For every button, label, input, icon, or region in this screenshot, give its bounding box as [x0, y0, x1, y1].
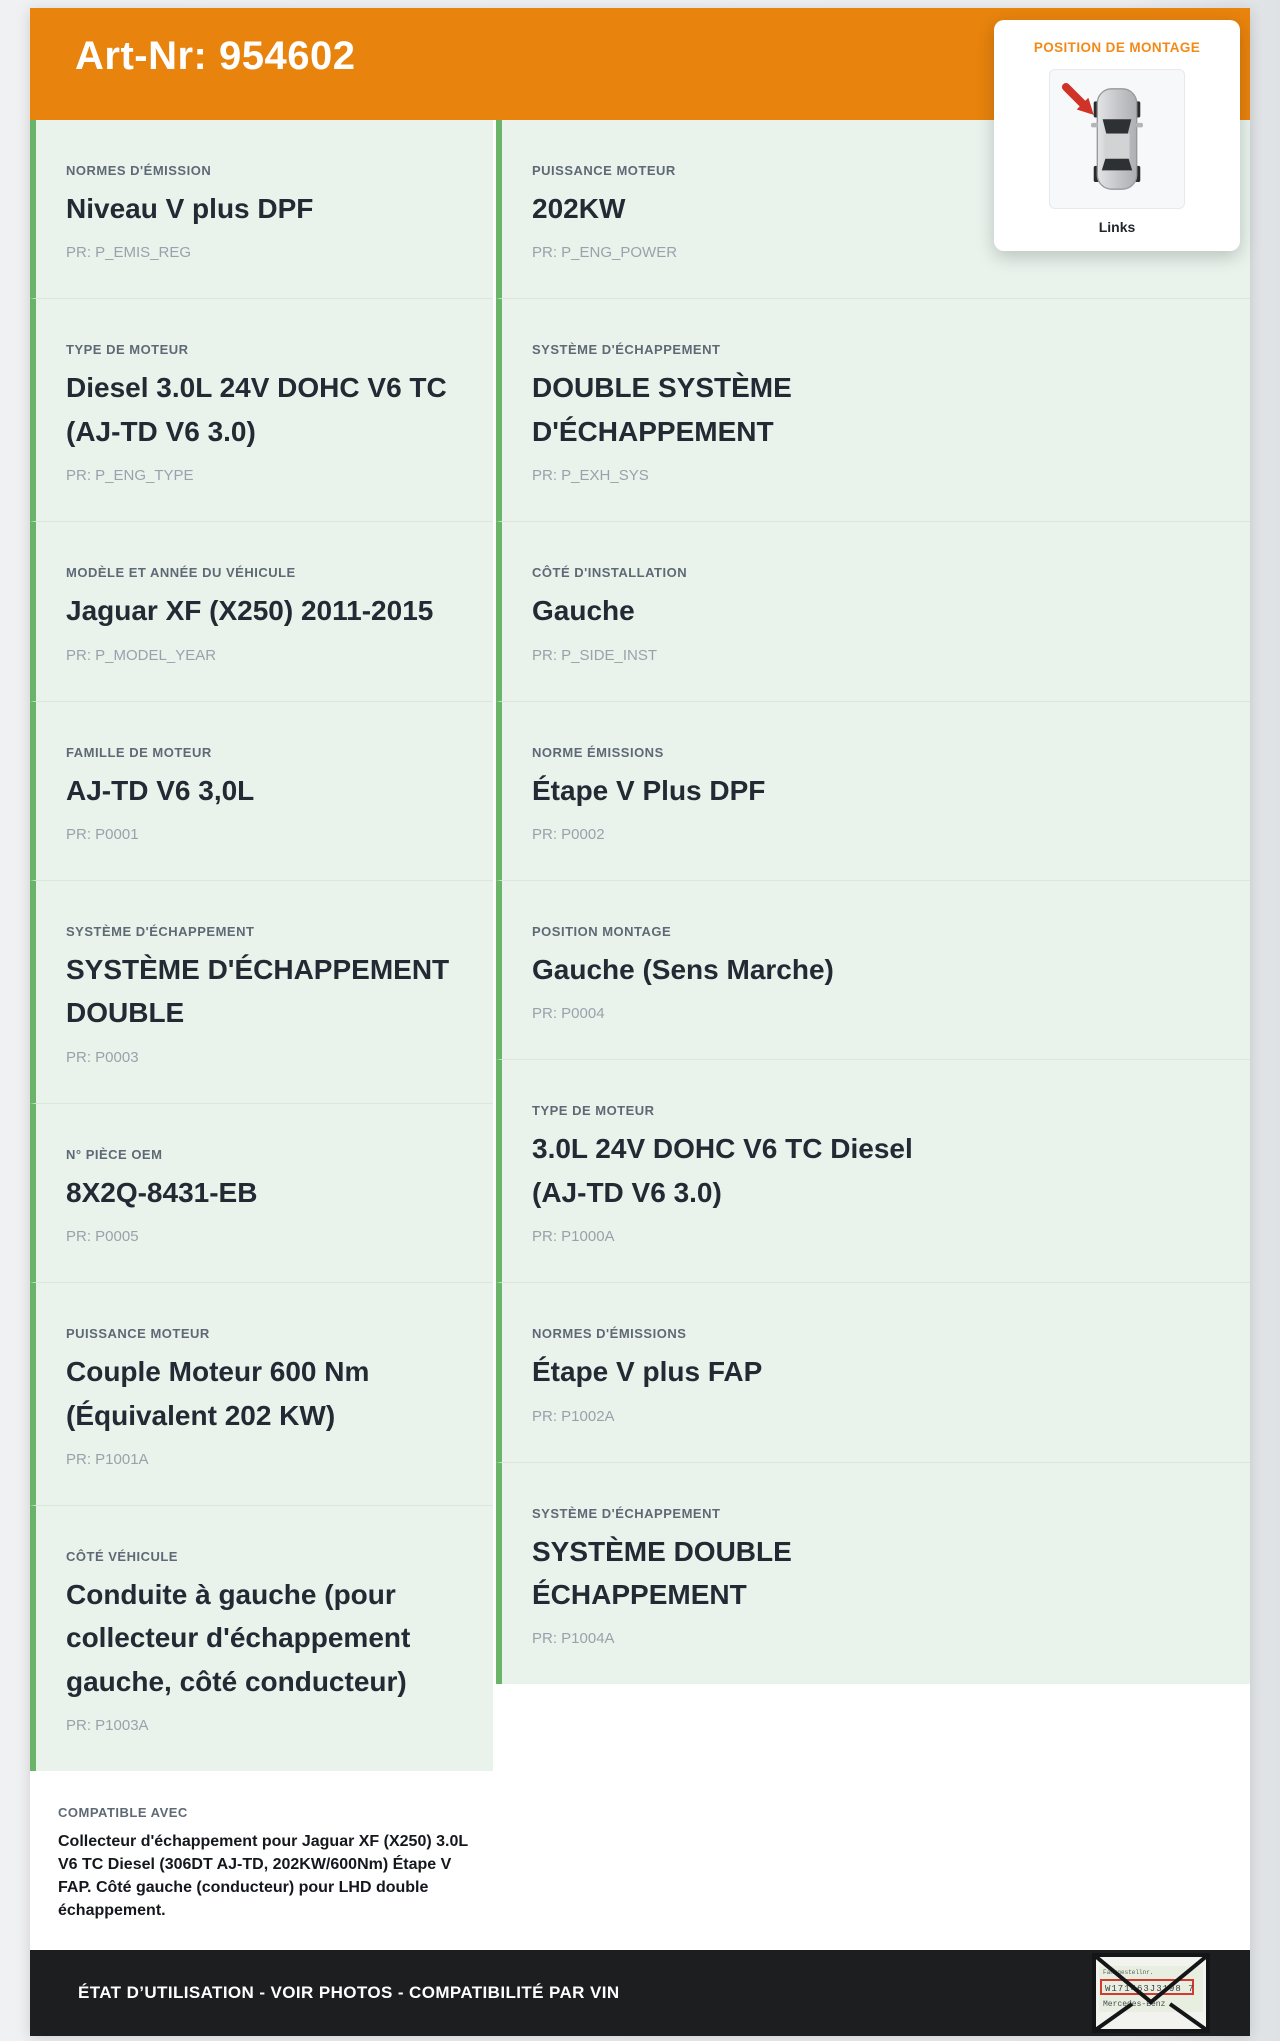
spec-pr-code: PR: P1001A	[66, 1450, 149, 1468]
page-title: Art-Nr: 954602	[75, 34, 356, 78]
spec-label: MODÈLE ET ANNÉE DU VÉHICULE	[66, 565, 296, 581]
spec-pr-code: PR: P0005	[66, 1228, 139, 1246]
spec-value: Gauche (Sens Marche)	[532, 953, 834, 985]
spec-label: SYSTÈME D'ÉCHAPPEMENT	[532, 1505, 721, 1521]
spec-label: CÔTÉ D'INSTALLATION	[532, 565, 688, 581]
spec-card	[30, 880, 493, 1103]
spec-label: NORMES D'ÉMISSION	[66, 163, 212, 178]
spec-card	[30, 1103, 493, 1282]
spec-label: N° PIÈCE OEM	[66, 1146, 163, 1162]
spec-label: TYPE DE MOTEUR	[66, 342, 189, 358]
product-sheet	[30, 8, 1250, 2036]
spec-grid	[30, 120, 1250, 1950]
spec-pr-code: PR: P1003A	[66, 1717, 149, 1735]
spec-pr-code: PR: P_ENG_POWER	[532, 244, 678, 262]
spec-column-right	[496, 120, 1250, 1950]
spec-label: SYSTÈME D'ÉCHAPPEMENT	[66, 923, 255, 939]
spec-value: SYSTÈME DOUBLE ÉCHAPPEMENT	[532, 1535, 792, 1610]
spec-label: TYPE DE MOTEUR	[532, 1103, 655, 1119]
spec-pr-code: PR: P_EXH_SYS	[532, 467, 649, 485]
spec-pr-code: PR: P0001	[66, 825, 139, 843]
spec-column-left	[30, 120, 493, 1950]
spec-value: Diesel 3.0L 24V DOHC V6 TC (AJ-TD V6 3.0)	[66, 372, 447, 447]
spec-card	[30, 521, 493, 700]
spec-card	[496, 1059, 1250, 1282]
spec-value: Conduite à gauche (pour collecteur d'échappement gauche, côté conducteur)	[66, 1578, 411, 1697]
spec-label: PUISSANCE MOTEUR	[532, 163, 676, 178]
spec-value: 202KW	[532, 193, 626, 224]
car-top-view-icon	[1057, 76, 1177, 202]
mounting-position-title: POSITION DE MONTAGE	[1033, 40, 1201, 55]
spec-value: AJ-TD V6 3,0L	[66, 774, 255, 806]
spec-value: Étape V plus FAP	[532, 1356, 763, 1388]
spec-card	[30, 298, 493, 521]
spec-label: PUISSANCE MOTEUR	[66, 1326, 210, 1342]
spec-pr-code: PR: P0003	[66, 1048, 139, 1066]
spec-pr-code: PR: P1004A	[532, 1630, 615, 1648]
spec-value: 8X2Q-8431-EB	[66, 1176, 258, 1208]
spec-card	[496, 880, 1250, 1059]
spec-label: NORME ÉMISSIONS	[532, 744, 664, 760]
mounting-position-card	[994, 20, 1240, 251]
footer-notice: ÉTAT D’UTILISATION - VOIR PHOTOS - COMPATIBILITÉ PAR VIN	[78, 1983, 620, 2003]
spec-card	[496, 521, 1250, 700]
spec-pr-code: PR: P_MODEL_YEAR	[66, 646, 217, 664]
compatible-with-label: COMPATIBLE AVEC	[58, 1805, 188, 1821]
spec-value: SYSTÈME D'ÉCHAPPEMENT DOUBLE	[66, 953, 450, 1029]
spec-card	[496, 1282, 1250, 1461]
spec-pr-code: PR: P1000A	[532, 1228, 615, 1246]
compatible-with-section	[30, 1771, 493, 1950]
spec-card	[496, 298, 1250, 521]
spec-card	[496, 1462, 1250, 1685]
spec-pr-code: PR: P0004	[532, 1005, 605, 1023]
compatible-with-text: Collecteur d'échappement pour Jaguar XF (X250) 3.0L V6 TC Diesel (306DT AJ-TD, 202KW/600Nm) Étape V FAP. Côté gauche (conducteur) pour LHD double échappement.	[58, 1833, 468, 1920]
spec-label: POSITION MONTAGE	[532, 923, 672, 939]
spec-value: Niveau V plus DPF	[66, 193, 314, 224]
spec-value: Étape V Plus DPF	[532, 774, 766, 806]
mounting-side-label: Links	[1098, 219, 1136, 235]
spec-card	[30, 1282, 493, 1505]
svg-text:Mercedes-Benz: Mercedes-Benz	[1103, 2000, 1166, 2010]
spec-pr-code: PR: P_SIDE_INST	[532, 646, 658, 664]
spec-card	[30, 120, 493, 298]
spec-value: 3.0L 24V DOHC V6 TC Diesel (AJ-TD V6 3.0)	[532, 1133, 913, 1208]
spec-pr-code: PR: P0002	[532, 825, 605, 843]
mounting-position-image-frame	[1049, 69, 1185, 209]
spec-pr-code: PR: P1002A	[532, 1407, 615, 1425]
spec-label: CÔTÉ VÉHICULE	[66, 1548, 178, 1564]
spec-value: Jaguar XF (X250) 2011-2015	[66, 595, 434, 627]
spec-card	[30, 1505, 493, 1771]
spec-pr-code: PR: P_EMIS_REG	[66, 244, 192, 262]
spec-card	[496, 701, 1250, 880]
spec-value: Gauche	[532, 595, 635, 627]
spec-value: Couple Moteur 600 Nm (Équivalent 202 KW)	[66, 1356, 370, 1431]
red-arrow-icon	[1066, 87, 1094, 115]
spec-value: DOUBLE SYSTÈME D'ÉCHAPPEMENT	[532, 372, 792, 447]
spec-label: NORMES D'ÉMISSIONS	[532, 1326, 687, 1342]
svg-text:Fahrgestellnr.: Fahrgestellnr.	[1103, 1969, 1154, 1977]
spec-label: FAMILLE DE MOTEUR	[66, 744, 212, 760]
spec-card	[30, 701, 493, 880]
spec-label: SYSTÈME D'ÉCHAPPEMENT	[532, 342, 721, 358]
vin-document-envelope-icon	[1092, 1952, 1210, 2034]
svg-text:W171463J3198 7: W171463J3198 7	[1105, 1984, 1195, 1995]
spec-pr-code: PR: P_ENG_TYPE	[66, 467, 194, 485]
footer-bar	[30, 1950, 1250, 2036]
